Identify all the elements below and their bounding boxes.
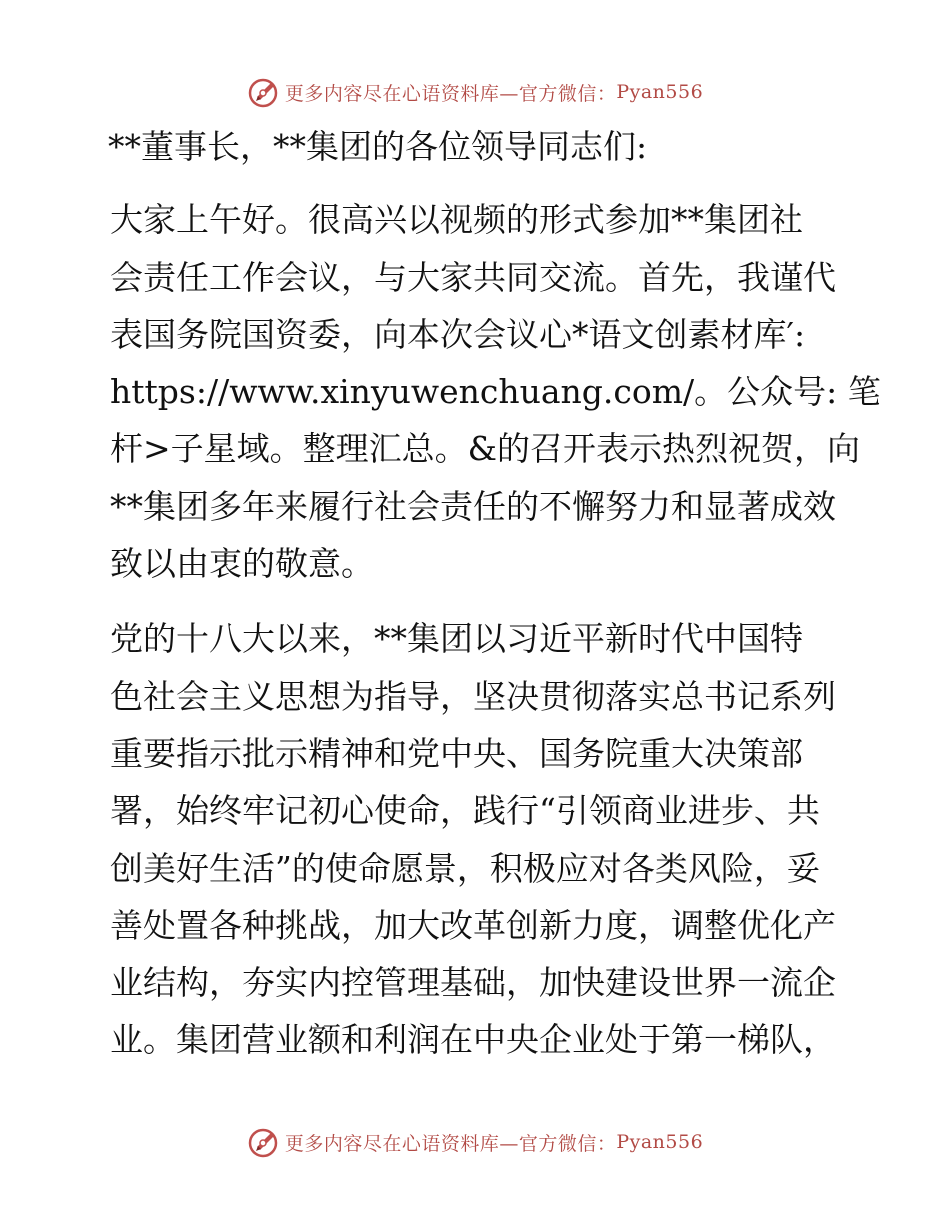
wechat-id: Pyan556 <box>616 81 704 103</box>
paragraph-line: 杆>子星域。整理汇总。&的召开表示热烈祝贺，向 <box>110 429 861 469</box>
salutation <box>98 118 850 175</box>
wechat-id: Pyan556 <box>616 1131 704 1153</box>
paragraph-line: 重要指示批示精神和党中央、国务院重大决策部 <box>110 733 803 773</box>
document-body <box>98 118 881 1069</box>
paragraph-line: 署，始终牢记初心使命，践行“引领商业进步、共 <box>110 791 820 831</box>
paragraph-2 <box>98 610 850 1068</box>
paragraph-line: 表国务院国资委，向本次会议心*语文创素材库′: <box>110 314 806 354</box>
paragraph-line: 致以由衷的敬意。 <box>110 544 374 584</box>
paragraph-line: 大家上午好。很高兴以视频的形式参加**集团社 <box>110 200 803 240</box>
watermark-text: 更多内容尽在心语资料库—官方微信： <box>284 1132 617 1155</box>
pen-logo-icon <box>247 75 281 109</box>
salutation-line: **董事长，**集团的各位领导同志们: <box>108 127 648 166</box>
pen-logo-icon <box>247 1125 281 1159</box>
paragraph-line: 会责任工作会议，与大家共同交流。首先，我谨代 <box>110 257 836 297</box>
paragraph-line: 善处置各种挑战，加大改革创新力度，调整优化产 <box>110 905 836 945</box>
header-watermark-banner <box>0 72 950 112</box>
paragraph-line: 业。集团营业额和利润在中央企业处于第一梯队， <box>110 1020 836 1060</box>
footer-watermark-banner <box>0 1122 950 1162</box>
paragraph-line: **集团多年来履行社会责任的不懈努力和显著成效 <box>110 486 836 526</box>
paragraph-line: 党的十八大以来，**集团以习近平新时代中国特 <box>110 619 803 659</box>
paragraph-line: 业结构，夯实内控管理基础，加快建设世界一流企 <box>110 963 836 1003</box>
paragraph-1 <box>98 191 881 592</box>
watermark-text: 更多内容尽在心语资料库—官方微信： <box>284 82 617 105</box>
paragraph-line: 色社会主义思想为指导，坚决贯彻落实总书记系列 <box>110 676 836 716</box>
paragraph-line: https://www.xinyuwenchuang.com/。公众号: 笔 <box>110 372 881 412</box>
paragraph-line: 创美好生活”的使命愿景，积极应对各类风险，妥 <box>110 848 820 888</box>
